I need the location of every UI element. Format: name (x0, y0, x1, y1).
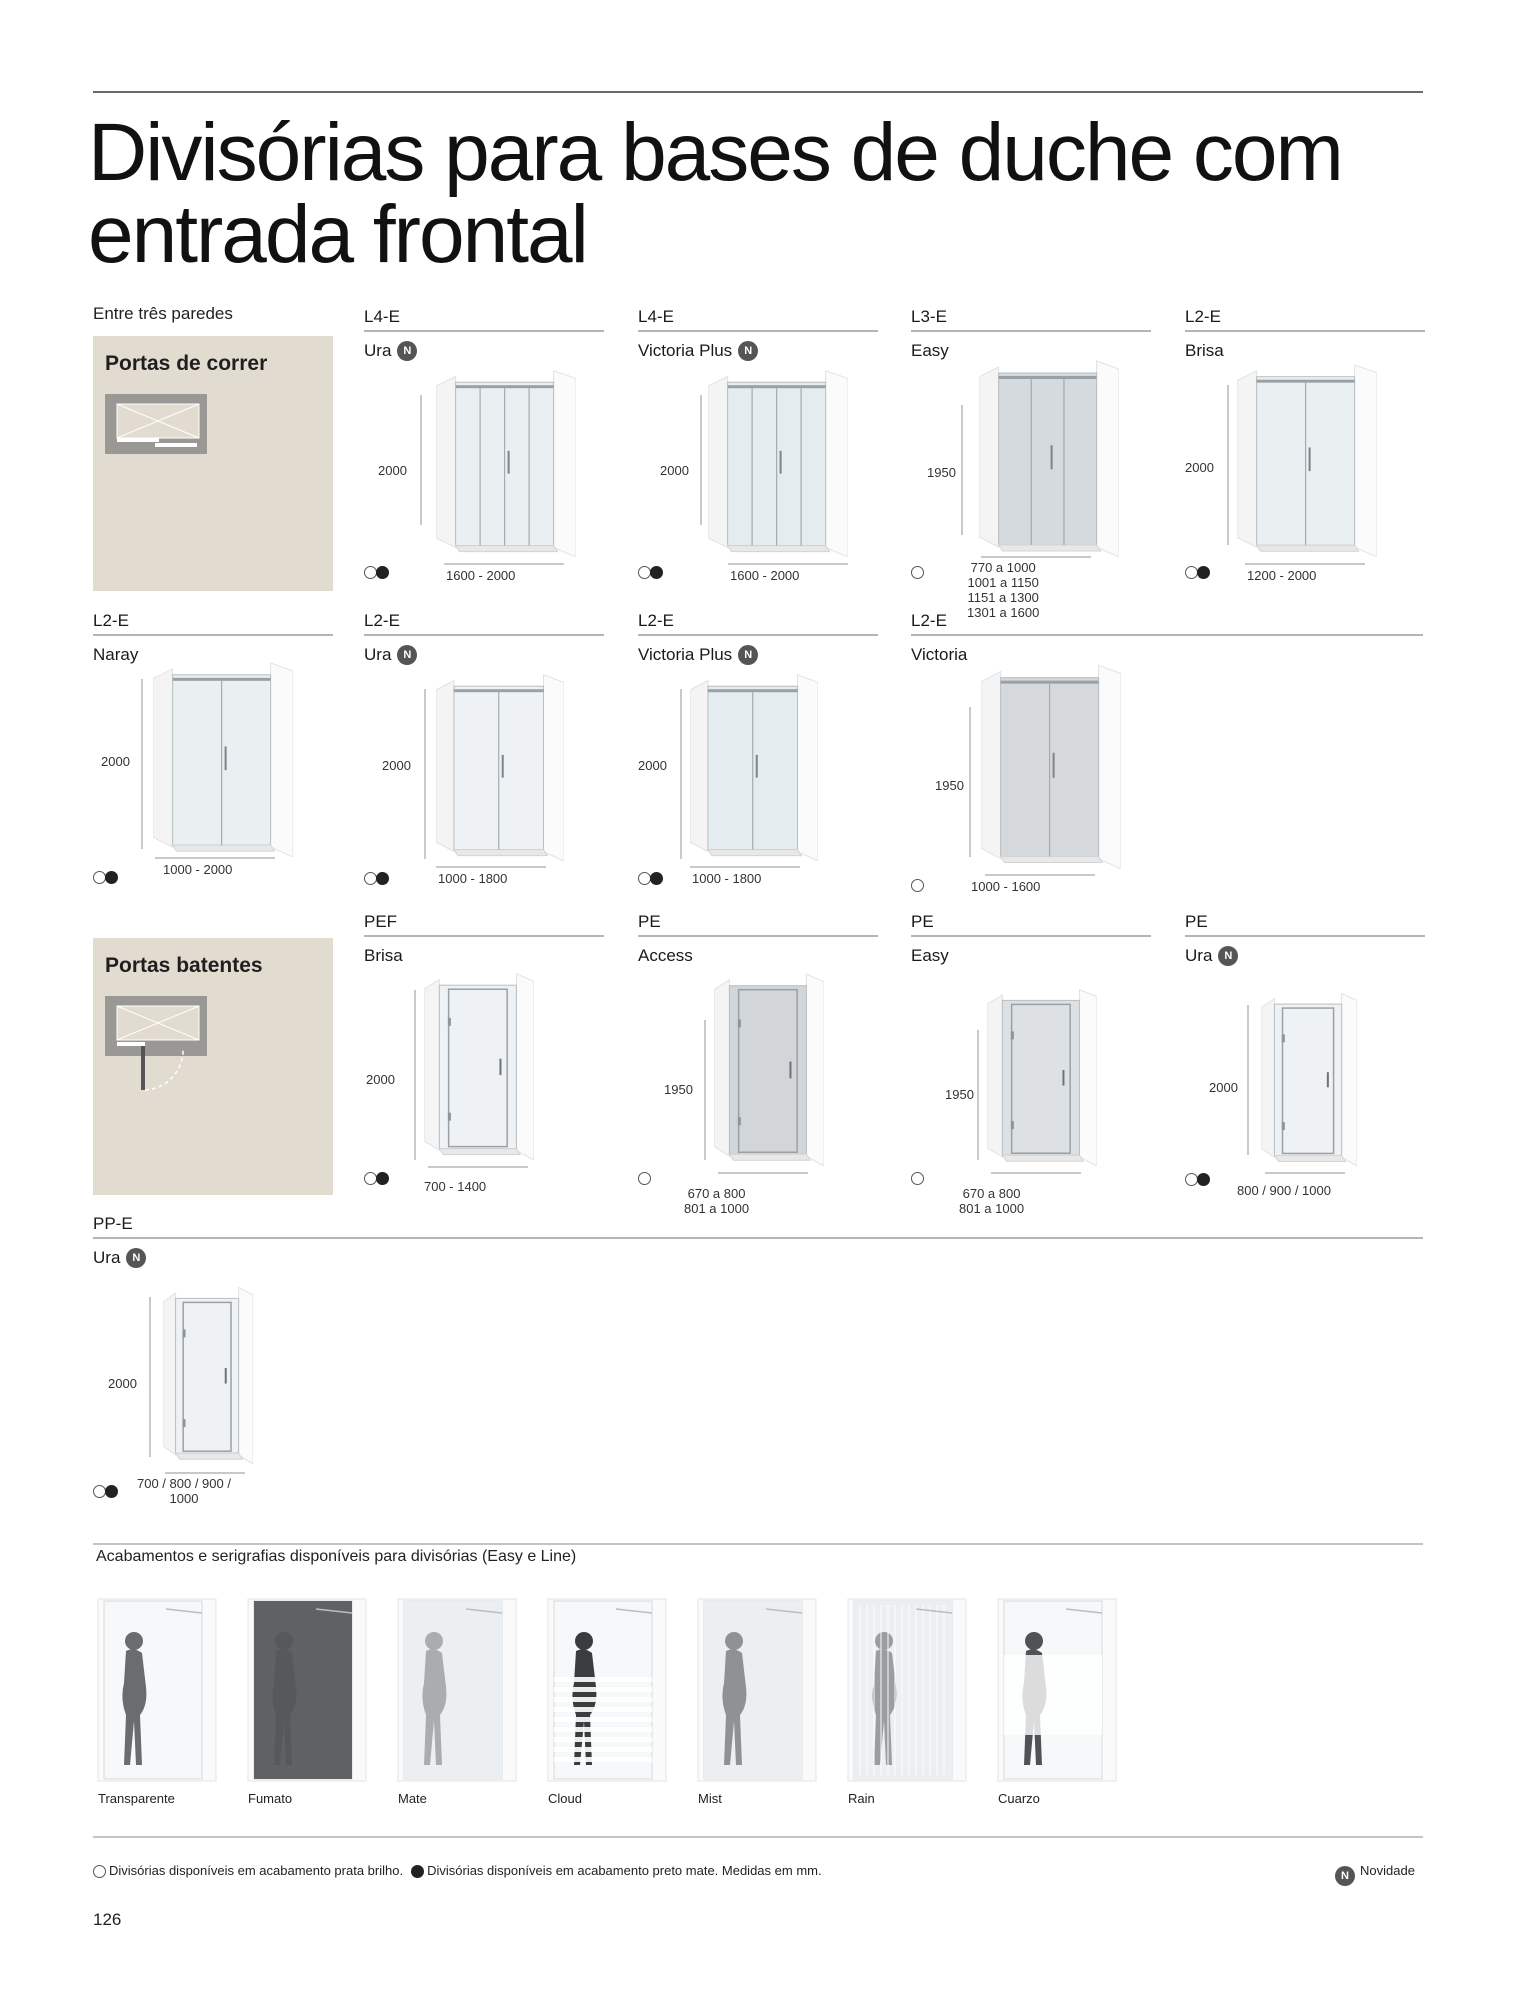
product-code: L4-E (364, 307, 400, 326)
product-code: PE (1185, 912, 1208, 931)
height-dimension-line (969, 707, 971, 857)
height-dimension-line (149, 1297, 151, 1457)
height-label: 2000 (108, 1376, 137, 1391)
legend-silver-text: Divisórias disponíveis em acabamento prata brilho. (109, 1863, 404, 1878)
product-card-l2e-ura[interactable] (364, 609, 604, 909)
height-dimension-line (141, 679, 143, 849)
width-label: 670 a 800 801 a 1000 (684, 1186, 750, 1216)
height-dimension-line (414, 990, 416, 1160)
height-label: 2000 (101, 754, 130, 769)
glass-finish-mate[interactable] (396, 1595, 520, 1815)
product-card-pef-brisa[interactable] (364, 910, 604, 1210)
product-rule (1185, 330, 1425, 332)
height-dimension-line (420, 395, 422, 525)
footer-rule (93, 1836, 1423, 1838)
width-label: 700 / 800 / 900 / 1000 (137, 1476, 231, 1506)
novelty-legend-text: Novidade (1360, 1863, 1415, 1878)
product-name: Victoria Plus N (638, 645, 758, 665)
black-finish-icon (376, 872, 389, 885)
product-card-pe-easy[interactable] (911, 910, 1151, 1216)
glass-finish-label: Cuarzo (998, 1791, 1040, 1806)
product-name: Easy (911, 341, 949, 360)
swing-plan-icon (103, 992, 213, 1102)
novelty-badge-icon: N (1335, 1866, 1355, 1886)
finish-legend (93, 1863, 822, 1878)
height-label: 2000 (1185, 460, 1214, 475)
black-finish-icon (105, 1485, 118, 1498)
glass-finish-mist[interactable] (696, 1595, 820, 1815)
product-name: Ura N (364, 341, 417, 361)
height-label: 1950 (945, 1087, 974, 1102)
title-line-2: entrada frontal (88, 189, 587, 280)
product-rule (364, 935, 604, 937)
height-label: 1950 (664, 1082, 693, 1097)
shower-enclosure-image (1237, 361, 1377, 557)
category-hinged-doors (93, 938, 333, 1195)
glass-finish-transparente[interactable] (96, 1595, 220, 1815)
product-code: PEF (364, 912, 398, 931)
width-label: 1600 - 2000 (446, 568, 516, 583)
width-dimension-line (728, 563, 848, 565)
width-dimension-line (428, 1166, 528, 1168)
product-name: Brisa (364, 946, 403, 965)
height-label: 2000 (638, 758, 667, 773)
product-rule (638, 330, 878, 332)
product-card-l4e-victoria-plus[interactable] (638, 305, 878, 605)
shower-enclosure-image (163, 1284, 253, 1464)
width-label: 700 - 1400 (424, 1179, 487, 1194)
glass-finish-label: Cloud (548, 1791, 582, 1806)
silver-finish-icon (911, 566, 924, 579)
product-card-l2e-naray[interactable] (93, 609, 333, 909)
title-line-1: Divisórias para bases de duche com (88, 107, 1342, 198)
height-label: 1950 (935, 778, 964, 793)
width-label: 1200 - 2000 (1247, 568, 1317, 583)
glass-finish-label: Mate (398, 1791, 427, 1806)
width-label: 1000 - 1800 (692, 871, 762, 886)
width-dimension-line (165, 1472, 245, 1474)
width-label: 770 a 1000 1001 a 1150 1151 a 1300 1301 a 1600 (967, 560, 1040, 620)
height-dimension-line (680, 689, 682, 859)
page-title (88, 107, 1448, 280)
shower-enclosure-image (708, 367, 848, 557)
glass-finish-label: Mist (698, 1791, 722, 1806)
silver-finish-icon (911, 879, 924, 892)
height-dimension-line (1247, 1005, 1249, 1155)
product-code: L2-E (93, 611, 129, 630)
novelty-badge-icon: N (738, 341, 758, 361)
product-name: Victoria (911, 645, 968, 664)
width-dimension-line (985, 874, 1095, 876)
black-finish-icon (650, 566, 663, 579)
height-dimension-line (700, 395, 702, 525)
height-dimension-line (977, 1030, 979, 1160)
category-title: Portas batentes (105, 954, 263, 977)
shower-enclosure-image (436, 367, 576, 557)
legend-black-text: Divisórias disponíveis em acabamento preto mate. Medidas em mm. (427, 1863, 822, 1878)
category-title: Portas de correr (105, 352, 268, 375)
black-finish-icon (411, 1865, 424, 1878)
width-label: 670 a 800 801 a 1000 (959, 1186, 1025, 1216)
product-rule (911, 330, 1151, 332)
black-finish-icon (1197, 1173, 1210, 1186)
product-code: L2-E (364, 611, 400, 630)
product-card-l2e-victoria[interactable] (911, 609, 1151, 909)
novelty-badge-icon: N (397, 645, 417, 665)
product-rule (364, 634, 604, 636)
novelty-legend (1335, 1863, 1415, 1886)
product-name: Victoria Plus N (638, 341, 758, 361)
height-label: 2000 (660, 463, 689, 478)
shower-enclosure-image (424, 970, 534, 1160)
product-card-pe-ura[interactable] (1185, 910, 1425, 1210)
product-rule (911, 935, 1151, 937)
product-name: Access (638, 946, 693, 965)
product-rule (93, 634, 333, 636)
black-finish-icon (376, 566, 389, 579)
width-label: 800 / 900 / 1000 (1237, 1183, 1331, 1198)
width-dimension-line (155, 857, 275, 859)
shower-enclosure-image (690, 671, 818, 861)
product-rule (1185, 935, 1425, 937)
product-name: Naray (93, 645, 139, 664)
height-dimension-line (704, 1020, 706, 1160)
product-rule (638, 935, 878, 937)
product-rule (93, 1237, 1423, 1239)
glass-finish-label: Transparente (98, 1791, 175, 1806)
glass-finish-label: Rain (848, 1791, 875, 1806)
shower-enclosure-image (153, 659, 293, 857)
product-code: PP-E (93, 1214, 133, 1233)
silver-finish-icon (911, 1172, 924, 1185)
product-rule (911, 634, 1423, 636)
height-label: 2000 (1209, 1080, 1238, 1095)
page-number: 126 (93, 1910, 122, 1929)
product-rule (638, 634, 878, 636)
product-code: PE (911, 912, 934, 931)
height-dimension-line (1227, 385, 1229, 545)
product-card-l2e-victoria-plus[interactable] (638, 609, 878, 909)
product-code: PE (638, 912, 661, 931)
silver-finish-icon (93, 1865, 106, 1878)
product-code: L2-E (638, 611, 674, 630)
width-label: 1600 - 2000 (730, 568, 800, 583)
width-label: 1000 - 2000 (163, 862, 233, 877)
product-card-l2e-brisa[interactable] (1185, 305, 1425, 605)
width-dimension-line (1245, 563, 1365, 565)
height-label: 1950 (927, 465, 956, 480)
product-name: Brisa (1185, 341, 1224, 360)
height-dimension-line (961, 405, 963, 535)
product-name: Easy (911, 946, 949, 965)
novelty-badge-icon: N (126, 1248, 146, 1268)
glass-finish-cuarzo[interactable] (996, 1595, 1120, 1815)
width-dimension-line (690, 866, 800, 868)
shower-enclosure-image (987, 986, 1097, 1166)
height-label: 2000 (378, 463, 407, 478)
product-card-pe-access[interactable] (638, 910, 878, 1216)
shower-enclosure-image (1261, 990, 1357, 1166)
width-label: 1000 - 1800 (438, 871, 508, 886)
novelty-badge-icon: N (397, 341, 417, 361)
section-intro: Entre três paredes (93, 304, 233, 323)
glass-finish-rain[interactable] (846, 1595, 970, 1815)
top-rule (93, 91, 1423, 93)
product-card-ppe-ura[interactable] (93, 1212, 333, 1512)
width-dimension-line (1265, 1172, 1345, 1174)
product-code: L4-E (638, 307, 674, 326)
shower-enclosure-image (979, 357, 1119, 557)
glass-finish-cloud[interactable] (546, 1595, 670, 1815)
height-dimension-line (424, 689, 426, 859)
width-dimension-line (436, 866, 546, 868)
black-finish-icon (1197, 566, 1210, 579)
product-name: Ura N (364, 645, 417, 665)
product-card-l4e-ura[interactable] (364, 305, 604, 605)
glass-finish-label: Fumato (248, 1791, 293, 1806)
product-code: L2-E (1185, 307, 1221, 326)
product-card-l3e-easy[interactable] (911, 305, 1151, 620)
black-finish-icon (650, 872, 663, 885)
product-code: L2-E (911, 611, 947, 630)
shower-enclosure-image (981, 661, 1121, 869)
product-name: Ura N (93, 1248, 146, 1268)
width-dimension-line (981, 556, 1091, 558)
shower-enclosure-image (714, 970, 824, 1166)
glass-finish-fumato[interactable] (246, 1595, 370, 1815)
sliding-plan-icon (103, 390, 213, 460)
black-finish-icon (105, 871, 118, 884)
product-name: Ura N (1185, 946, 1238, 966)
width-label: 1000 - 1600 (971, 879, 1041, 894)
black-finish-icon (376, 1172, 389, 1185)
product-code: L3-E (911, 307, 947, 326)
novelty-badge-icon: N (1218, 946, 1238, 966)
shower-enclosure-image (436, 671, 564, 861)
height-label: 2000 (366, 1072, 395, 1087)
novelty-badge-icon: N (738, 645, 758, 665)
product-rule (364, 330, 604, 332)
finishes-section-title: Acabamentos e serigrafias disponíveis para divisórias (Easy e Line) (96, 1548, 577, 1565)
finishes-section-rule (93, 1543, 1423, 1545)
category-sliding-doors (93, 336, 333, 591)
silver-finish-icon (638, 1172, 651, 1185)
width-dimension-line (444, 563, 564, 565)
width-dimension-line (991, 1172, 1081, 1174)
width-dimension-line (718, 1172, 808, 1174)
height-label: 2000 (382, 758, 411, 773)
